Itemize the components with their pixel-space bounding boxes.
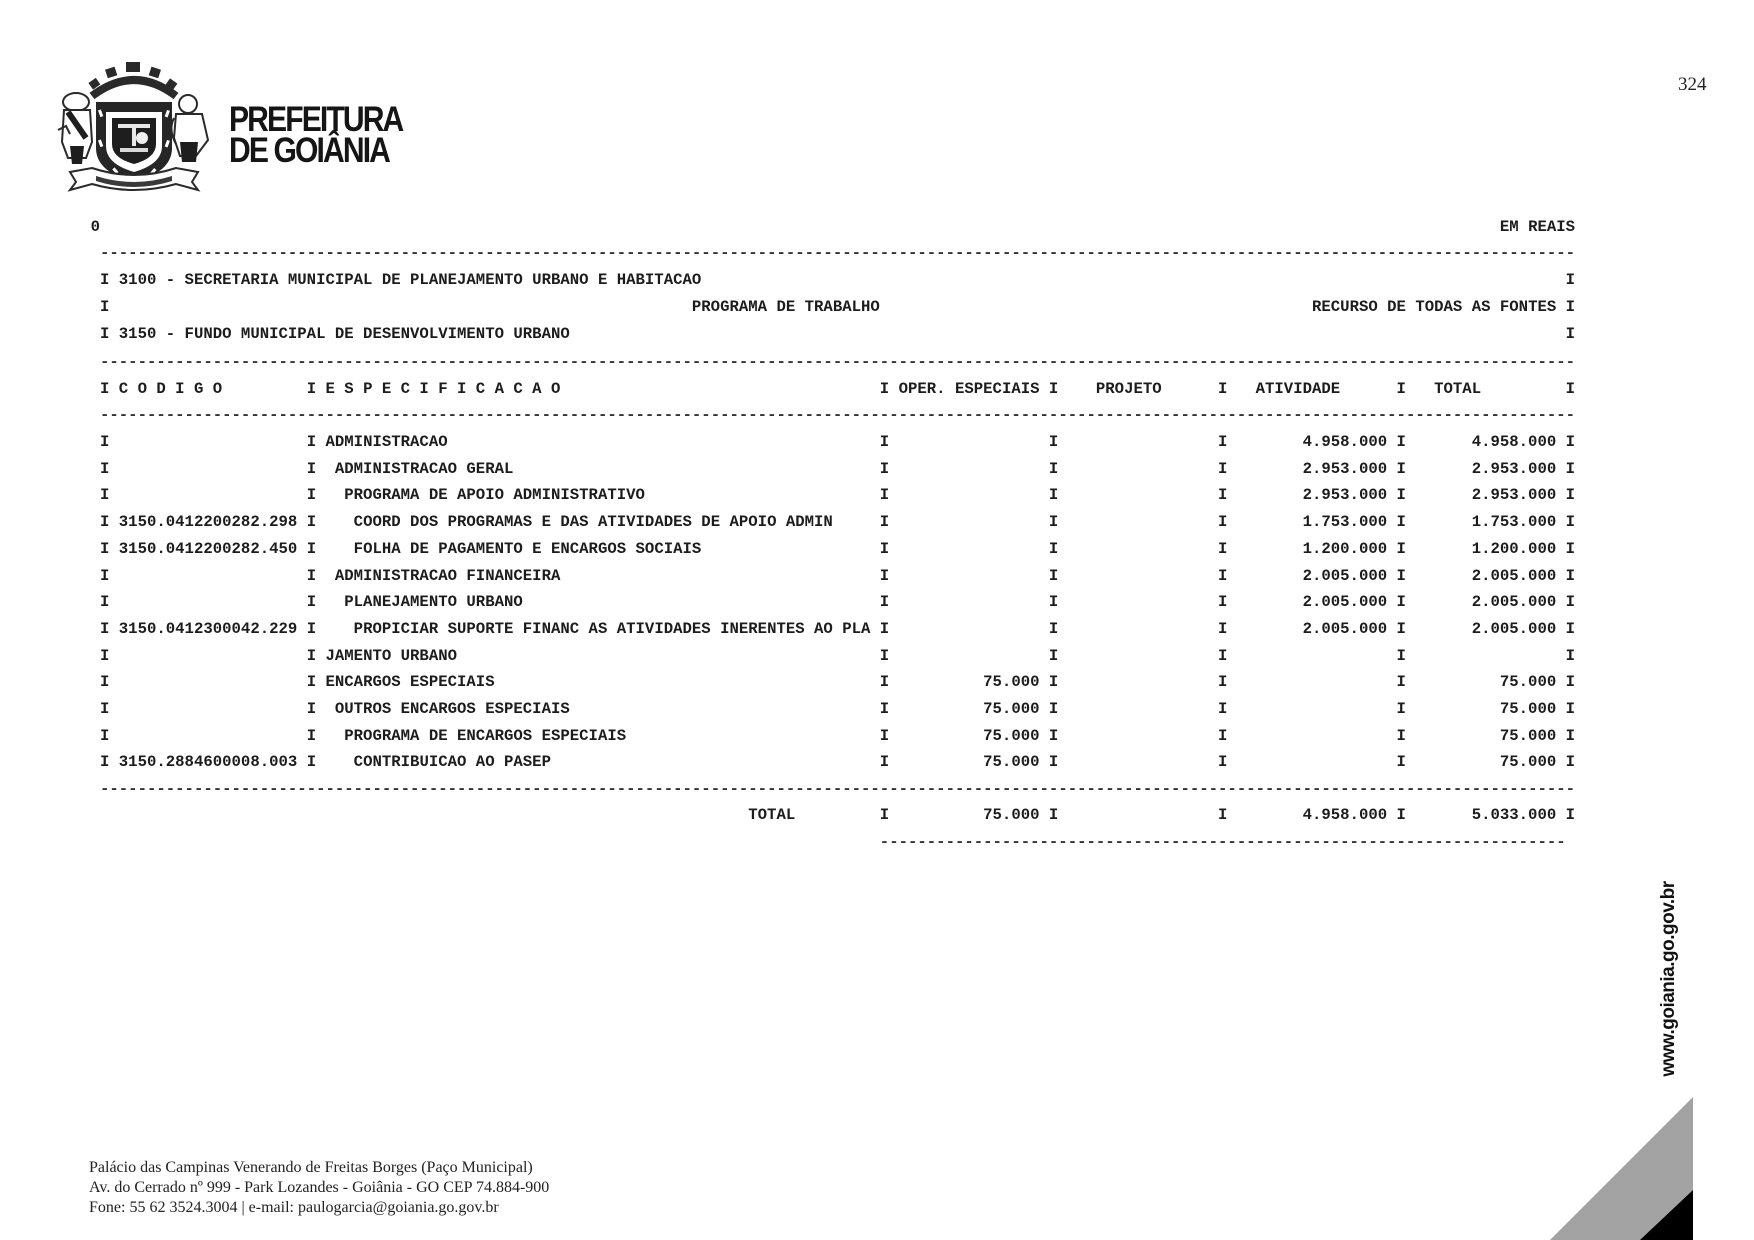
cell-codigo: 3150.0412300042.229: [118, 619, 298, 638]
column-separator: I: [100, 593, 110, 612]
column-separator: I: [1396, 673, 1406, 692]
column-separator: I: [1048, 673, 1059, 692]
report-header-top: [90, 218, 1576, 236]
column-separator: I: [306, 459, 317, 478]
rule-line: -------------------------------------------------------------------------------------------------------------------------------------------------------------: [100, 244, 1576, 262]
footer-line-contact: Fone: 55 62 3524.3004 | e-mail: paulogarcia@goiania.go.gov.br: [89, 1199, 499, 1216]
cell-oper-especiais: 75.000: [983, 673, 1040, 692]
rule-line: -------------------------------------------------------------------------------------------------------------------------------------------------------------: [100, 406, 1576, 424]
column-separator: I: [306, 486, 317, 505]
column-separator: I: [1218, 726, 1228, 745]
column-separator: I: [1218, 646, 1228, 665]
column-separator: I: [879, 380, 890, 398]
cell-total: 2.005.000: [1471, 566, 1557, 585]
column-separator: I: [100, 646, 110, 665]
cell-especificacao: OUTROS ENCARGOS ESPECIAIS: [334, 700, 570, 718]
column-separator: I: [1218, 486, 1228, 505]
table-row: [100, 513, 1575, 531]
table-row: [100, 753, 1575, 771]
cell-codigo: 3150.0412200282.298: [118, 513, 298, 532]
resource-label: RECURSO DE TODAS AS FONTES: [1311, 298, 1557, 316]
column-separator: I: [1565, 433, 1576, 451]
column-separator: I: [879, 753, 890, 772]
cell-especificacao: PROPICIAR SUPORTE FINANC AS ATIVIDADES INERENTES AO PLA: [353, 619, 871, 638]
column-separator: I: [1565, 271, 1576, 289]
column-separator: I: [100, 433, 110, 451]
logo-line-1: PREFEITURA: [229, 100, 403, 139]
column-separator: I: [100, 380, 110, 398]
column-separator: I: [100, 700, 110, 718]
cell-especificacao: ADMINISTRACAO GERAL: [334, 459, 514, 478]
program-label: PROGRAMA DE TRABALHO: [691, 298, 880, 316]
cell-especificacao: COORD DOS PROGRAMAS E DAS ATIVIDADES DE APOIO ADMIN: [353, 513, 833, 532]
cell-especificacao: JAMENTO URBANO: [325, 646, 458, 665]
column-separator: I: [100, 325, 110, 343]
column-separator: I: [1218, 539, 1228, 558]
column-separator: I: [1048, 459, 1059, 478]
cell-codigo: 3150.2884600008.003: [118, 753, 298, 772]
table-row: [100, 620, 1575, 638]
column-separator: I: [1218, 513, 1228, 532]
column-separator: I: [879, 700, 890, 718]
column-separator: I: [1565, 566, 1576, 585]
rule-line: -------------------------------------------------------------------------------------------------------------------------------------------------------------: [100, 353, 1576, 371]
cell-especificacao: ENCARGOS ESPECIAIS: [325, 673, 495, 692]
column-separator: I: [306, 513, 317, 532]
table-header: [100, 380, 1575, 398]
cell-total: 2.953.000: [1471, 459, 1557, 478]
column-separator: I: [1396, 566, 1406, 585]
column-separator: I: [1565, 673, 1576, 692]
column-separator: I: [879, 513, 890, 532]
dashed-rule: [100, 353, 1575, 371]
corner-decoration: [1540, 1090, 1700, 1240]
column-separator: I: [1396, 486, 1406, 505]
cell-oper-especiais: 75.000: [983, 726, 1040, 745]
column-separator: I: [1048, 433, 1059, 451]
column-separator: I: [1565, 486, 1576, 505]
column-separator: I: [1565, 380, 1576, 398]
page-number: 324: [1678, 74, 1707, 95]
column-separator: I: [1565, 806, 1576, 824]
column-separator: I: [879, 806, 890, 824]
column-header-codigo: C O D I G O: [118, 380, 223, 398]
column-separator: I: [1396, 433, 1406, 451]
column-separator: I: [1396, 753, 1406, 772]
column-separator: I: [100, 459, 110, 478]
cell-total: 1.200.000: [1471, 539, 1557, 558]
column-separator: I: [1396, 646, 1406, 665]
rule-line: -------------------------------------------------------------------------------------------------------------------------------------------------------------: [100, 780, 1576, 798]
column-separator: I: [1048, 486, 1059, 505]
column-separator: I: [100, 513, 110, 532]
column-separator: I: [1565, 459, 1576, 478]
cell-total: 75.000: [1499, 673, 1557, 692]
column-separator: I: [1396, 593, 1406, 612]
cell-atividade: 1.200.000: [1302, 539, 1388, 558]
column-separator: I: [879, 726, 890, 745]
column-separator: I: [306, 726, 317, 745]
footer-line-address: Av. do Cerrado nº 999 - Park Lozandes - Goiânia - GO CEP 74.884-900: [89, 1179, 550, 1196]
cell-codigo: 3150.0412200282.450: [118, 539, 298, 558]
column-separator: I: [1396, 619, 1406, 638]
column-separator: I: [306, 539, 317, 558]
column-separator: I: [1396, 459, 1406, 478]
footer-line-building: Palácio das Campinas Venerando de Freitas Borges (Paço Municipal): [89, 1159, 533, 1176]
table-row: [100, 727, 1575, 745]
cell-especificacao: PROGRAMA DE APOIO ADMINISTRATIVO: [344, 486, 645, 505]
column-separator: I: [1565, 539, 1576, 558]
column-separator: I: [1396, 700, 1406, 718]
column-separator: I: [1565, 298, 1576, 316]
table-row: [100, 433, 1575, 451]
column-separator: I: [879, 646, 890, 665]
fund-name: 3150 - FUNDO MUNICIPAL DE DESENVOLVIMENTO URBANO: [118, 325, 570, 343]
column-separator: I: [1565, 513, 1576, 532]
column-separator: I: [1048, 513, 1059, 532]
column-separator: I: [879, 673, 890, 692]
cell-total: 2.005.000: [1471, 619, 1557, 638]
column-separator: I: [1565, 646, 1576, 665]
column-separator: I: [879, 619, 890, 638]
org-row: [100, 271, 1575, 289]
dashed-rule: [100, 780, 1575, 798]
table-row: [100, 567, 1575, 585]
cell-total: 4.958.000: [1471, 433, 1557, 451]
column-separator: I: [1218, 459, 1228, 478]
column-separator: I: [1218, 806, 1228, 824]
column-separator: I: [879, 486, 890, 505]
organization-name: 3100 - SECRETARIA MUNICIPAL DE PLANEJAMENTO URBANO E HABITACAO: [118, 271, 702, 289]
left-marker: 0: [90, 218, 101, 236]
total-atividade: 4.958.000: [1302, 806, 1388, 824]
column-separator: I: [306, 433, 317, 451]
column-separator: I: [100, 298, 110, 316]
column-separator: I: [1396, 380, 1406, 398]
column-separator: I: [1396, 539, 1406, 558]
column-separator: I: [100, 673, 110, 692]
cell-atividade: 2.953.000: [1302, 486, 1388, 505]
column-separator: I: [1218, 593, 1228, 612]
column-header-atividade: ATIVIDADE: [1255, 380, 1341, 398]
totals-row: [100, 806, 1575, 824]
column-separator: I: [306, 380, 317, 398]
column-separator: I: [100, 619, 110, 638]
dashed-rule: [100, 833, 1575, 851]
cell-total: 75.000: [1499, 700, 1557, 718]
column-separator: I: [100, 271, 110, 289]
column-separator: I: [1218, 619, 1228, 638]
currency-unit: EM REAIS: [1499, 218, 1576, 236]
column-separator: I: [879, 539, 890, 558]
column-separator: I: [1048, 753, 1059, 772]
column-separator: I: [100, 753, 110, 772]
totals-label: TOTAL: [748, 806, 796, 824]
website-url: www.goiania.go.gov.br: [1658, 881, 1679, 1077]
footer-address: [89, 1158, 549, 1218]
column-header-especificacao: E S P E C I F I C A C A O: [325, 380, 561, 398]
dashed-rule: [100, 244, 1575, 262]
column-separator: I: [306, 646, 317, 665]
column-separator: I: [1565, 325, 1576, 343]
column-separator: I: [879, 593, 890, 612]
column-separator: I: [306, 566, 317, 585]
column-separator: I: [306, 673, 317, 692]
cell-oper-especiais: 75.000: [983, 753, 1040, 772]
logo-line-2: DE GOIÂNIA: [229, 131, 390, 170]
column-separator: I: [1048, 806, 1059, 824]
table-row: [100, 647, 1575, 665]
column-separator: I: [1396, 513, 1406, 532]
column-separator: I: [306, 593, 317, 612]
column-separator: I: [1048, 566, 1059, 585]
cell-oper-especiais: 75.000: [983, 700, 1040, 718]
total-geral: 5.033.000: [1471, 806, 1557, 824]
cell-especificacao: PLANEJAMENTO URBANO: [344, 593, 523, 612]
column-separator: I: [1048, 380, 1059, 398]
column-separator: I: [1396, 726, 1406, 745]
table-row: [100, 460, 1575, 478]
column-separator: I: [879, 566, 890, 585]
column-separator: I: [1565, 726, 1576, 745]
column-separator: I: [1218, 673, 1228, 692]
cell-especificacao: FOLHA DE PAGAMENTO E ENCARGOS SOCIAIS: [353, 539, 702, 558]
cell-atividade: 2.005.000: [1302, 593, 1388, 612]
cell-atividade: 2.953.000: [1302, 459, 1388, 478]
column-separator: I: [1048, 726, 1059, 745]
column-separator: I: [1048, 700, 1059, 718]
column-separator: I: [1048, 619, 1059, 638]
column-separator: I: [879, 459, 890, 478]
fund-row: [100, 325, 1575, 343]
rule-line: -------------------------------------------------------------------------: [879, 833, 1566, 851]
column-separator: I: [1048, 539, 1059, 558]
column-separator: I: [1565, 700, 1576, 718]
column-separator: I: [1565, 593, 1576, 612]
cell-especificacao: ADMINISTRACAO: [325, 433, 448, 451]
column-separator: I: [1048, 593, 1059, 612]
table-row: [100, 593, 1575, 611]
column-separator: I: [100, 486, 110, 505]
cell-total: 2.953.000: [1471, 486, 1557, 505]
cell-total: 75.000: [1499, 753, 1557, 772]
total-oper-especiais: 75.000: [983, 806, 1040, 824]
table-row: [100, 540, 1575, 558]
cell-atividade: 2.005.000: [1302, 619, 1388, 638]
column-separator: I: [1565, 753, 1576, 772]
column-separator: I: [1048, 646, 1059, 665]
budget-report: [90, 0, 1580, 900]
cell-atividade: 4.958.000: [1302, 433, 1388, 451]
cell-total: 2.005.000: [1471, 593, 1557, 612]
column-separator: I: [100, 566, 110, 585]
cell-atividade: 1.753.000: [1302, 513, 1388, 532]
table-row: [100, 700, 1575, 718]
column-separator: I: [100, 539, 110, 558]
column-separator: I: [1396, 806, 1406, 824]
column-separator: I: [879, 433, 890, 451]
column-header-total: TOTAL: [1434, 380, 1482, 398]
column-separator: I: [1218, 380, 1228, 398]
cell-total: 75.000: [1499, 726, 1557, 745]
column-header-projeto: PROJETO: [1095, 380, 1162, 398]
column-separator: I: [306, 753, 317, 772]
column-header-oper-especiais: OPER. ESPECIAIS: [898, 380, 1040, 398]
cell-atividade: 2.005.000: [1302, 566, 1388, 585]
column-separator: I: [306, 700, 317, 718]
column-separator: I: [1565, 619, 1576, 638]
column-separator: I: [1218, 566, 1228, 585]
program-row: [100, 298, 1575, 316]
dashed-rule: [100, 406, 1575, 424]
column-separator: I: [1218, 433, 1228, 451]
cell-especificacao: ADMINISTRACAO FINANCEIRA: [334, 566, 561, 585]
cell-especificacao: PROGRAMA DE ENCARGOS ESPECIAIS: [344, 726, 627, 745]
table-row: [100, 673, 1575, 691]
cell-especificacao: CONTRIBUICAO AO PASEP: [353, 753, 551, 772]
column-separator: I: [1218, 700, 1228, 718]
column-separator: I: [1218, 753, 1228, 772]
column-separator: I: [100, 726, 110, 745]
column-separator: I: [306, 619, 317, 638]
table-row: [100, 486, 1575, 504]
cell-total: 1.753.000: [1471, 513, 1557, 532]
